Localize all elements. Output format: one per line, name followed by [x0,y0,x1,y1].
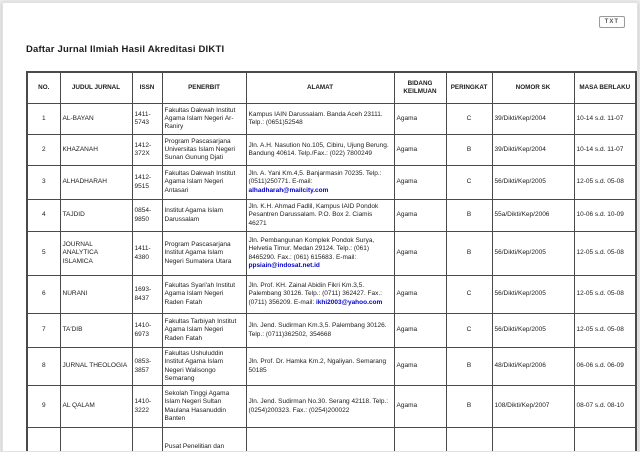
cell-bidang: Agama [394,135,446,166]
cell-issn: 1693-8437 [132,276,162,314]
cell-penerbit: Fakultas Tarbiyah Institut Agama Islam Negeri Raden Fatah [162,314,246,348]
cell-no: 9 [27,386,60,428]
cell-penerbit: Program Pascasarjana Universitas Islam Negeri Sunan Gunung Djati [162,135,246,166]
cell-no: 5 [27,232,60,276]
table-row [27,104,636,135]
cell-penerbit: Fakultas Ushuluddin Institut Agama Islam Negeri Walisongo Semarang [162,348,246,386]
cell-penerbit: Program Pascasarjana Institut Agama Islam Negeri Sumatera Utara [162,232,246,276]
cell-alamat: Jln. Pembangunan Komplek Pondok Surya, Helvetia Timur. Medan 29124. Telp.: (061) 8465290. Fax.: (061) 615683. E-mail: ppsiain@indosat.net.id [246,232,394,276]
cell-alamat: Jln. Jend. Sudirman No.30. Serang 42118. Telp.: (0254)200323. Fax.: (0254)200022 [246,386,394,428]
cell-penerbit: Pusat Penelitian dan [162,428,246,452]
table-row [27,348,636,386]
cell-no: 1 [27,104,60,135]
cell-masa: 10-14 s.d. 11-07 [574,104,636,135]
cell-judul: TAJDID [60,200,132,232]
cell-peringkat [446,428,492,452]
cell-issn: 1411-4380 [132,232,162,276]
cell-penerbit: Institut Agama Islam Darussalam [162,200,246,232]
cell-judul: TA'DIB [60,314,132,348]
table-row [27,276,636,314]
cell-peringkat: B [446,386,492,428]
cell-masa [574,428,636,452]
table-row [27,232,636,276]
cell-issn: 0853-3857 [132,348,162,386]
table-row [27,314,636,348]
cell-nomor-sk: 56/Dikti/Kep/2005 [492,276,574,314]
cell-issn: 1412-372X [132,135,162,166]
cell-penerbit: Fakultas Dakwah Institut Agama Islam Negeri Antasari [162,166,246,200]
cell-penerbit: Fakultas Dakwah Institut Agama Islam Negeri Ar-Raniry [162,104,246,135]
cell-masa: 12-05 s.d. 05-08 [574,232,636,276]
cell-issn: 1410-3222 [132,386,162,428]
document-page [2,2,638,452]
cell-masa: 06-06 s.d. 06-09 [574,348,636,386]
cell-bidang: Agama [394,200,446,232]
cell-issn: 0854-9850 [132,200,162,232]
cell-bidang: Agama [394,104,446,135]
table-row [27,166,636,200]
table-row [27,386,636,428]
column-header-judul: JUDUL JURNAL [60,72,132,104]
cell-no: 6 [27,276,60,314]
cell-nomor-sk: 108/Dikti/Kep/2007 [492,386,574,428]
table-header-row [27,72,636,104]
cell-alamat: Kampus IAIN Darussalam. Banda Aceh 23111. Telp.: (0651)52548 [246,104,394,135]
cell-no: 3 [27,166,60,200]
cell-alamat: Jln. K.H. Ahmad Fadlil, Kampus IAID Pondok Pesantren Darussalam. P.O. Box 2. Ciamis 46271 [246,200,394,232]
cell-bidang: Agama [394,166,446,200]
cell-bidang: Agama [394,386,446,428]
cell-masa: 12-05 s.d. 05-08 [574,166,636,200]
cell-masa: 10-06 s.d. 10-09 [574,200,636,232]
cell-no [27,428,60,452]
cell-masa: 10-14 s.d. 11-07 [574,135,636,166]
cell-masa: 12-05 s.d. 05-08 [574,314,636,348]
cell-alamat: Jln. A. Yani Km.4,5. Banjarmasin 70235. Telp.: (0511)250771. E-mail: alhadharah@mailcity.com [246,166,394,200]
cell-judul: NURANI [60,276,132,314]
cell-penerbit: Sekolah Tinggi Agama Islam Negeri Sultan Maulana Hasanuddin Banten [162,386,246,428]
cell-judul [60,428,132,452]
cell-nomor-sk: 55a/Dikti/Kep/2006 [492,200,574,232]
journal-table [26,71,637,452]
cell-peringkat: C [446,104,492,135]
cell-issn [132,428,162,452]
cell-no: 2 [27,135,60,166]
cell-no: 7 [27,314,60,348]
cell-peringkat: C [446,276,492,314]
cell-bidang [394,428,446,452]
column-header-nomor-sk: NOMOR SK [492,72,574,104]
cell-issn: 1412-9515 [132,166,162,200]
cell-judul: KHAZANAH [60,135,132,166]
column-header-bidang: BIDANG KEILMUAN [394,72,446,104]
cell-peringkat: B [446,348,492,386]
cell-peringkat: B [446,200,492,232]
cell-peringkat: C [446,314,492,348]
cell-nomor-sk: 56/Dikti/Kep/2005 [492,166,574,200]
email-link[interactable]: ppsiain@indosat.net.id [248,261,320,269]
cell-alamat [246,428,394,452]
cell-judul: AL-BAYAN [60,104,132,135]
cell-no: 4 [27,200,60,232]
cell-alamat: Jln. A.H. Nasution No.105, Cibiru, Ujung Berung. Bandung 40614. Telp./Fax.: (022) 7800249 [246,135,394,166]
column-header-no: NO. [27,72,60,104]
cell-alamat: Jln. Jend. Sudirman Km.3,5. Palembang 30126. Telp.: (0711)362502, 354668 [246,314,394,348]
cell-penerbit: Fakultas Syari'ah Institut Agama Islam Negeri Raden Fatah [162,276,246,314]
cell-alamat: Jln. Prof. KH. Zainal Abidin Fikri Km.3,5. Palembang 30126. Telp.: (0711) 362427. Fax.: (0711) 356209. E-mail: ikhi2003@yahoo.com [246,276,394,314]
column-header-masa: MASA BERLAKU [574,72,636,104]
table-row [27,200,636,232]
cell-nomor-sk: 39/Dikti/Kep/2004 [492,135,574,166]
cell-alamat: Jln. Prof. Dr. Hamka Km.2, Ngaliyan. Semarang 50185 [246,348,394,386]
column-header-issn: ISSN [132,72,162,104]
cell-peringkat: B [446,232,492,276]
cell-peringkat: C [446,166,492,200]
cell-judul: ALHADHARAH [60,166,132,200]
cell-bidang: Agama [394,314,446,348]
cell-masa: 12-05 s.d. 05-08 [574,276,636,314]
email-link[interactable]: alhadharah@mailcity.com [248,186,329,194]
cell-judul: JOURNAL ANALYTICA ISLAMICA [60,232,132,276]
cell-nomor-sk: 39/Dikti/Kep/2004 [492,104,574,135]
cell-judul: JURNAL THEOLOGIA [60,348,132,386]
cell-bidang: Agama [394,276,446,314]
cell-bidang: Agama [394,232,446,276]
table-row [27,135,636,166]
table-row [27,428,636,452]
cell-issn: 1411-5743 [132,104,162,135]
cell-nomor-sk [492,428,574,452]
txt-button[interactable]: TXT [599,16,625,28]
column-header-alamat: ALAMAT [246,72,394,104]
cell-judul: AL QALAM [60,386,132,428]
column-header-peringkat: PERINGKAT [446,72,492,104]
cell-bidang: Agama [394,348,446,386]
column-header-penerbit: PENERBIT [162,72,246,104]
cell-nomor-sk: 56/Dikti/Kep/2005 [492,232,574,276]
cell-nomor-sk: 56/Dikti/Kep/2005 [492,314,574,348]
journal-table-body [27,104,636,452]
page-title: Daftar Jurnal Ilmiah Hasil Akreditasi DIKTI [26,44,225,55]
cell-peringkat: B [446,135,492,166]
cell-issn: 1410-6973 [132,314,162,348]
email-link[interactable]: ikhi2003@yahoo.com [315,298,383,306]
cell-nomor-sk: 48/Dikti/Kep/2006 [492,348,574,386]
cell-masa: 08-07 s.d. 08-10 [574,386,636,428]
cell-no: 8 [27,348,60,386]
